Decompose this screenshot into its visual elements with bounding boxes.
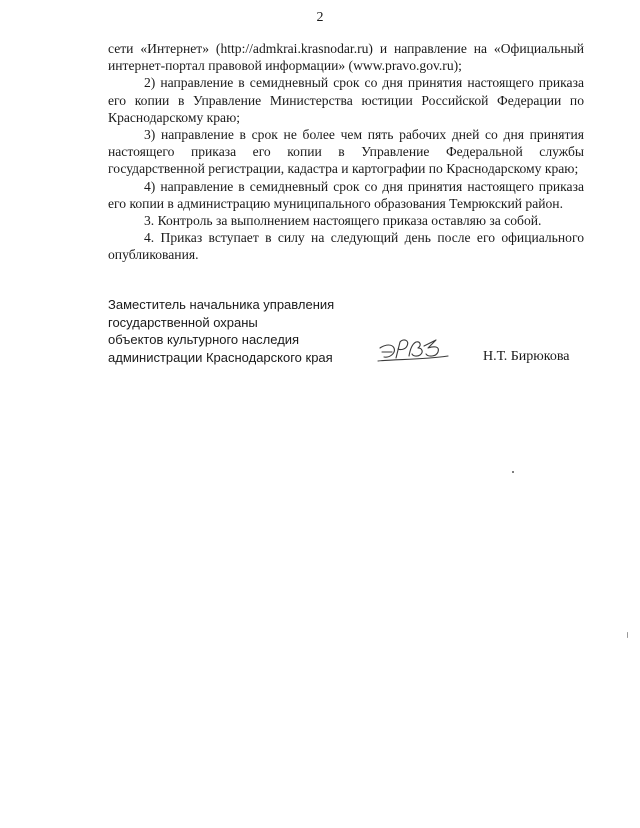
paragraph-item-3: 3) направление в срок не более чем пять рабочих дней со дня принятия настоящего приказа его копии в Управление Федеральной службы государственной регистрации, кадастра и картографии по Краснодарскому краю; [108,127,584,177]
paragraph-clause-3: 3. Контроль за выполнением настоящего приказа оставляю за собой. [144,213,542,229]
signer-title-line: объектов культурного наследия [108,332,300,347]
paragraph-clause-4: 4. Приказ вступает в силу на следующий день после его официального опубликования. [108,230,584,263]
scan-speck [627,632,628,638]
paragraph-continuation: сети «Интернет» (http://admkrai.krasnodar.ru) и направление на «Официальный интернет-портал правовой информации» (www.pravo.gov.ru); [108,41,584,74]
document-body [108,40,584,264]
signer-title-line: государственной охраны [108,314,258,330]
signer-title-line: администрации Краснодарского края [108,349,333,365]
handwritten-signature [376,332,452,368]
paragraph-item-2: 2) направление в семидневный срок со дня принятия настоящего приказа его копии в Управление Министерства юстиции Российской Федерации по Краснодарскому краю; [108,75,584,125]
signer-title-line: Заместитель начальника управления [108,297,335,312]
signature-block [108,296,584,366]
signer-name: Н.Т. Бирюкова [483,349,570,364]
page-number: 2 [316,10,324,25]
paragraph-item-4: 4) направление в семидневный срок со дня принятия настоящего приказа его копии в администрацию муниципального образования Темрюкский район. [108,178,584,211]
scan-speck [512,471,514,473]
